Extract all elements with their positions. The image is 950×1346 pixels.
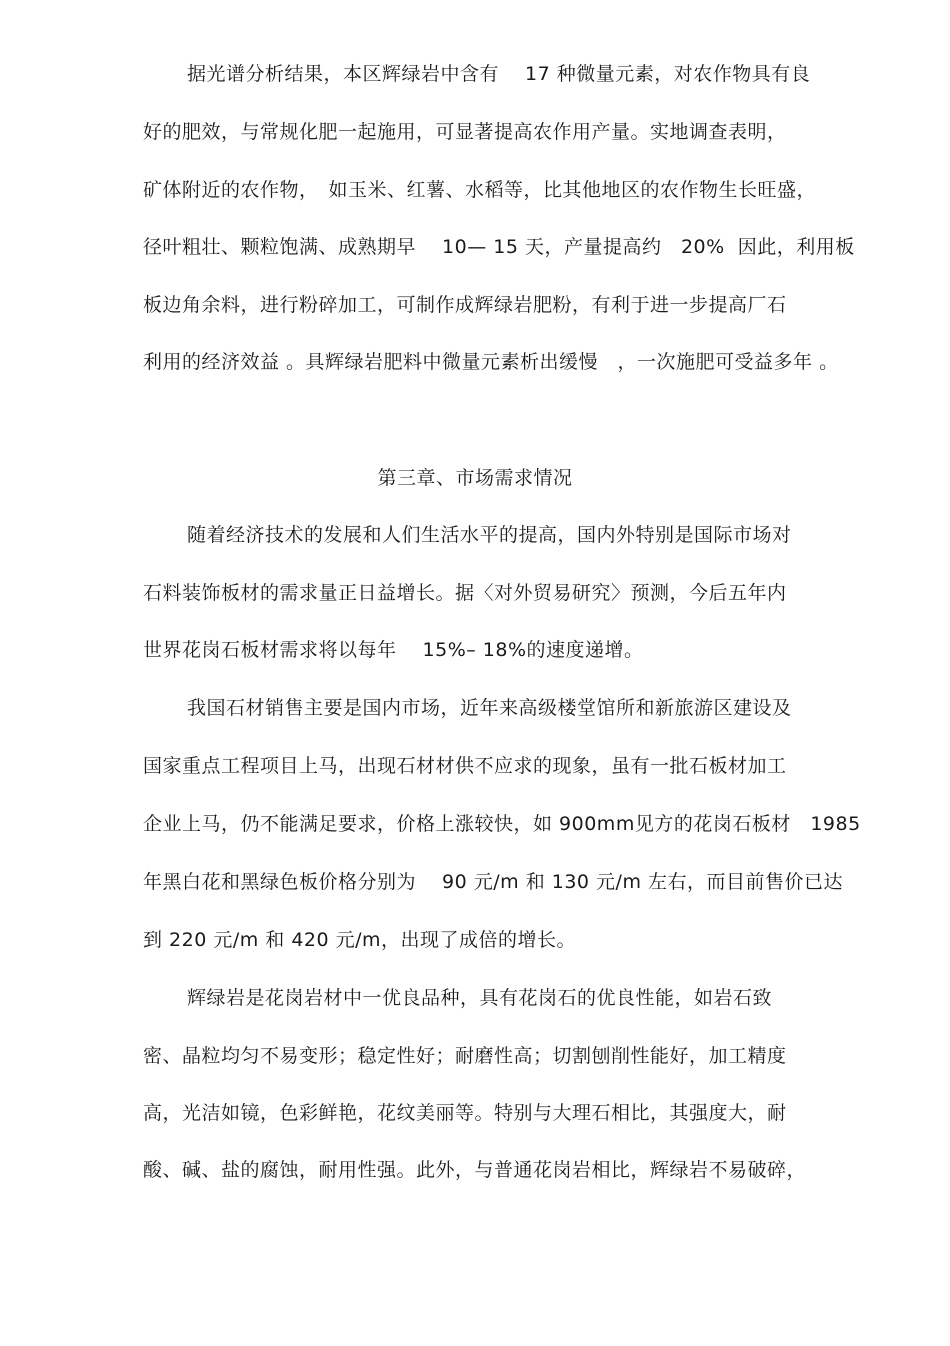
paragraph-4-line-3: 高，光洁如镜，色彩鲜艳，花纹美丽等。特别与大理石相比，其强度大，耐	[143, 1102, 787, 1124]
paragraph-2-line-1: 随着经济技术的发展和人们生活水平的提高，国内外特别是国际市场对	[187, 524, 792, 546]
paragraph-1-line-1: 据光谱分析结果，本区辉绿岩中含有 17 种微量元素，对农作物具有良	[187, 63, 811, 85]
paragraph-1-line-2: 好的肥效，与常规化肥一起施用，可显著提高农作用产量。实地调查表明，	[143, 121, 787, 143]
paragraph-3-line-1: 我国石材销售主要是国内市场，近年来高级楼堂馆所和新旅游区建设及	[187, 697, 792, 719]
paragraph-4-line-4: 酸、碱、盐的腐蚀，耐用性强。此外，与普通花岗岩相比，辉绿岩不易破碎，	[143, 1159, 807, 1181]
paragraph-1-line-6: 利用的经济效益 。具辉绿岩肥料中微量元素析出缓慢 ，一次施肥可受益多年 。	[143, 351, 839, 373]
paragraph-4-line-1: 辉绿岩是花岗岩材中一优良品种，具有花岗石的优良性能，如岩石致	[187, 987, 773, 1009]
paragraph-1-line-5: 板边角余料，进行粉碎加工，可制作成辉绿岩肥粉，有利于进一步提高厂石	[143, 294, 787, 316]
paragraph-2-line-3: 世界花岗石板材需求将以每年 15%– 18%的速度递增。	[143, 639, 644, 661]
paragraph-3-line-3: 企业上马，仍不能满足要求，价格上涨较快，如 900mm见方的花岗石板材 1985	[143, 813, 861, 835]
paragraph-3-line-5: 到 220 元/m 和 420 元/m，出现了成倍的增长。	[143, 929, 577, 951]
paragraph-4-line-2: 密、晶粒均匀不易变形；稳定性好；耐磨性高；切割刨削性能好，加工精度	[143, 1045, 787, 1067]
paragraph-3-line-4: 年黑白花和黑绿色板价格分别为 90 元/m 和 130 元/m 左右，而目前售价已达	[143, 871, 844, 893]
paragraph-2-line-2: 石料装饰板材的需求量正日益增长。据〈对外贸易研究〉预测，今后五年内	[143, 582, 787, 604]
paragraph-1-line-4: 径叶粗壮、颗粒饱满、成熟期早 10— 15 天，产量提高约 20% 因此，利用板	[143, 236, 855, 258]
paragraph-3-line-2: 国家重点工程项目上马，出现石材材供不应求的现象，虽有一批石板材加工	[143, 755, 787, 777]
chapter-heading: 第三章、市场需求情况	[377, 467, 573, 489]
paragraph-1-line-3: 矿体附近的农作物， 如玉米、红薯、水稻等，比其他地区的农作物生长旺盛，	[143, 179, 817, 201]
